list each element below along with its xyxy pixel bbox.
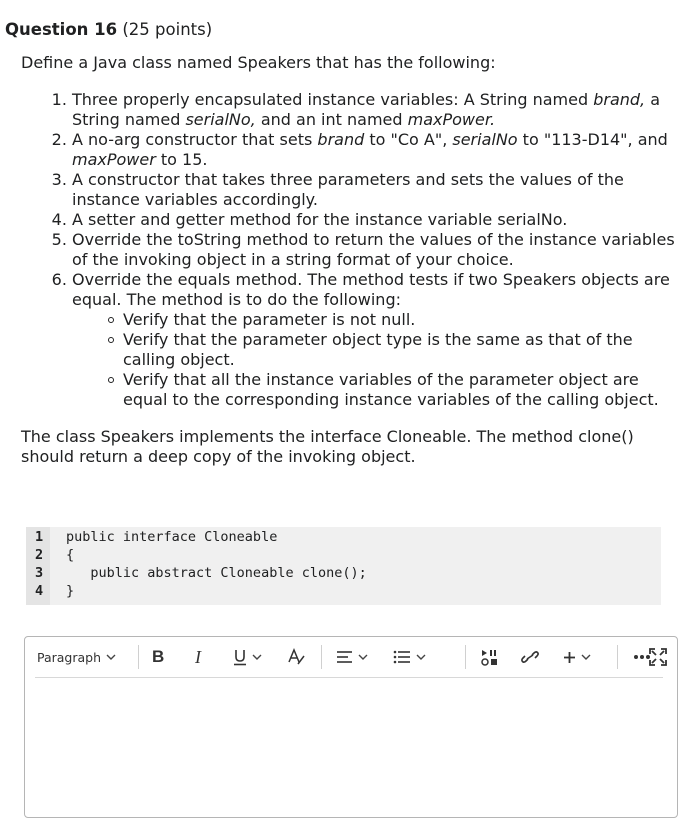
chevron-down-icon (106, 654, 116, 660)
line-number: 2 (35, 547, 44, 563)
chevron-down-icon (252, 654, 262, 660)
list-icon (393, 650, 411, 665)
insert-media-button[interactable] (480, 647, 500, 667)
list-item: 4. A setter and getter method for the instance variable serialNo. (72, 210, 682, 230)
question-intro: Define a Java class named Speakers that has the following: (21, 53, 496, 72)
code-line: public interface Cloneable (66, 529, 278, 545)
text-color-button[interactable] (287, 647, 305, 667)
chevron-down-icon (358, 654, 368, 660)
paragraph-dropdown[interactable] (37, 647, 116, 667)
equals-sublist (72, 310, 682, 410)
toolbar-divider (321, 645, 322, 669)
insert-link-button[interactable] (520, 647, 540, 667)
list-item: 6. Override the equals method. The method tests if two Speakers objects are equal. The method is to do the following: Verify that the parameter is not null. Verify that the parameter object type is the same as that of the calling object. Verify that all the instance variables of the parameter object are equal to the corresponding instance variables of the calling object. (72, 270, 682, 410)
question-number: Question 16 (5, 20, 118, 39)
question-points: (25 points) (122, 20, 213, 39)
sublist-item: Verify that the parameter object type is the same as that of the calling object. (123, 330, 682, 370)
toolbar-divider (617, 645, 618, 669)
code-line: public abstract Cloneable clone(); (66, 565, 367, 581)
fullscreen-icon (649, 648, 667, 666)
list-item: 3. A constructor that takes three parameters and sets the values of the instance variables accordingly. (72, 170, 682, 210)
underline-button[interactable] (233, 647, 262, 667)
line-number: 3 (35, 565, 44, 581)
list-item: 2. A no-arg constructor that sets brand to "Co A", serialNo to "113-D14", and maxPower to 15. (72, 130, 682, 170)
code-line: } (66, 583, 75, 599)
text-color-icon (287, 648, 305, 666)
editor-toolbar (25, 637, 677, 677)
rich-text-editor[interactable] (24, 636, 678, 818)
list-dropdown[interactable] (393, 647, 426, 667)
paragraph-label: Paragraph (37, 649, 102, 665)
toolbar-divider (138, 645, 139, 669)
media-icon (480, 648, 500, 667)
insert-icon (563, 651, 576, 664)
toolbar-divider (465, 645, 466, 669)
code-block (26, 527, 661, 605)
line-number: 4 (35, 583, 44, 599)
fullscreen-button[interactable] (649, 647, 667, 667)
sublist-item: Verify that all the instance variables of the parameter object are equal to the corresponding instance variables of the calling object. (123, 370, 682, 410)
line-number: 1 (35, 529, 44, 545)
list-item: 1. Three properly encapsulated instance variables: A String named brand, a String named serialNo, and an int named maxPower. (72, 90, 682, 130)
closing-text: The class Speakers implements the interface Cloneable. The method clone() should return a deep copy of the invoking object. (21, 427, 634, 466)
sublist-item: Verify that the parameter is not null. (123, 310, 682, 330)
underline-icon (233, 649, 247, 666)
align-icon (336, 650, 353, 665)
question-header (5, 20, 212, 39)
list-item: 5. Override the toString method to return the values of the instance variables of the invoking object in a string format of your choice. (72, 230, 682, 270)
align-dropdown[interactable] (336, 647, 368, 667)
italic-icon: I (195, 646, 201, 667)
link-icon (520, 648, 540, 666)
chevron-down-icon (581, 654, 591, 660)
toolbar-bottom-border (35, 677, 663, 678)
code-line: { (66, 547, 75, 563)
bold-button[interactable] (152, 647, 164, 667)
italic-button[interactable] (195, 647, 201, 667)
requirements-list (0, 90, 682, 410)
insert-dropdown[interactable] (563, 647, 591, 667)
chevron-down-icon (416, 654, 426, 660)
bold-icon: B (152, 647, 165, 666)
